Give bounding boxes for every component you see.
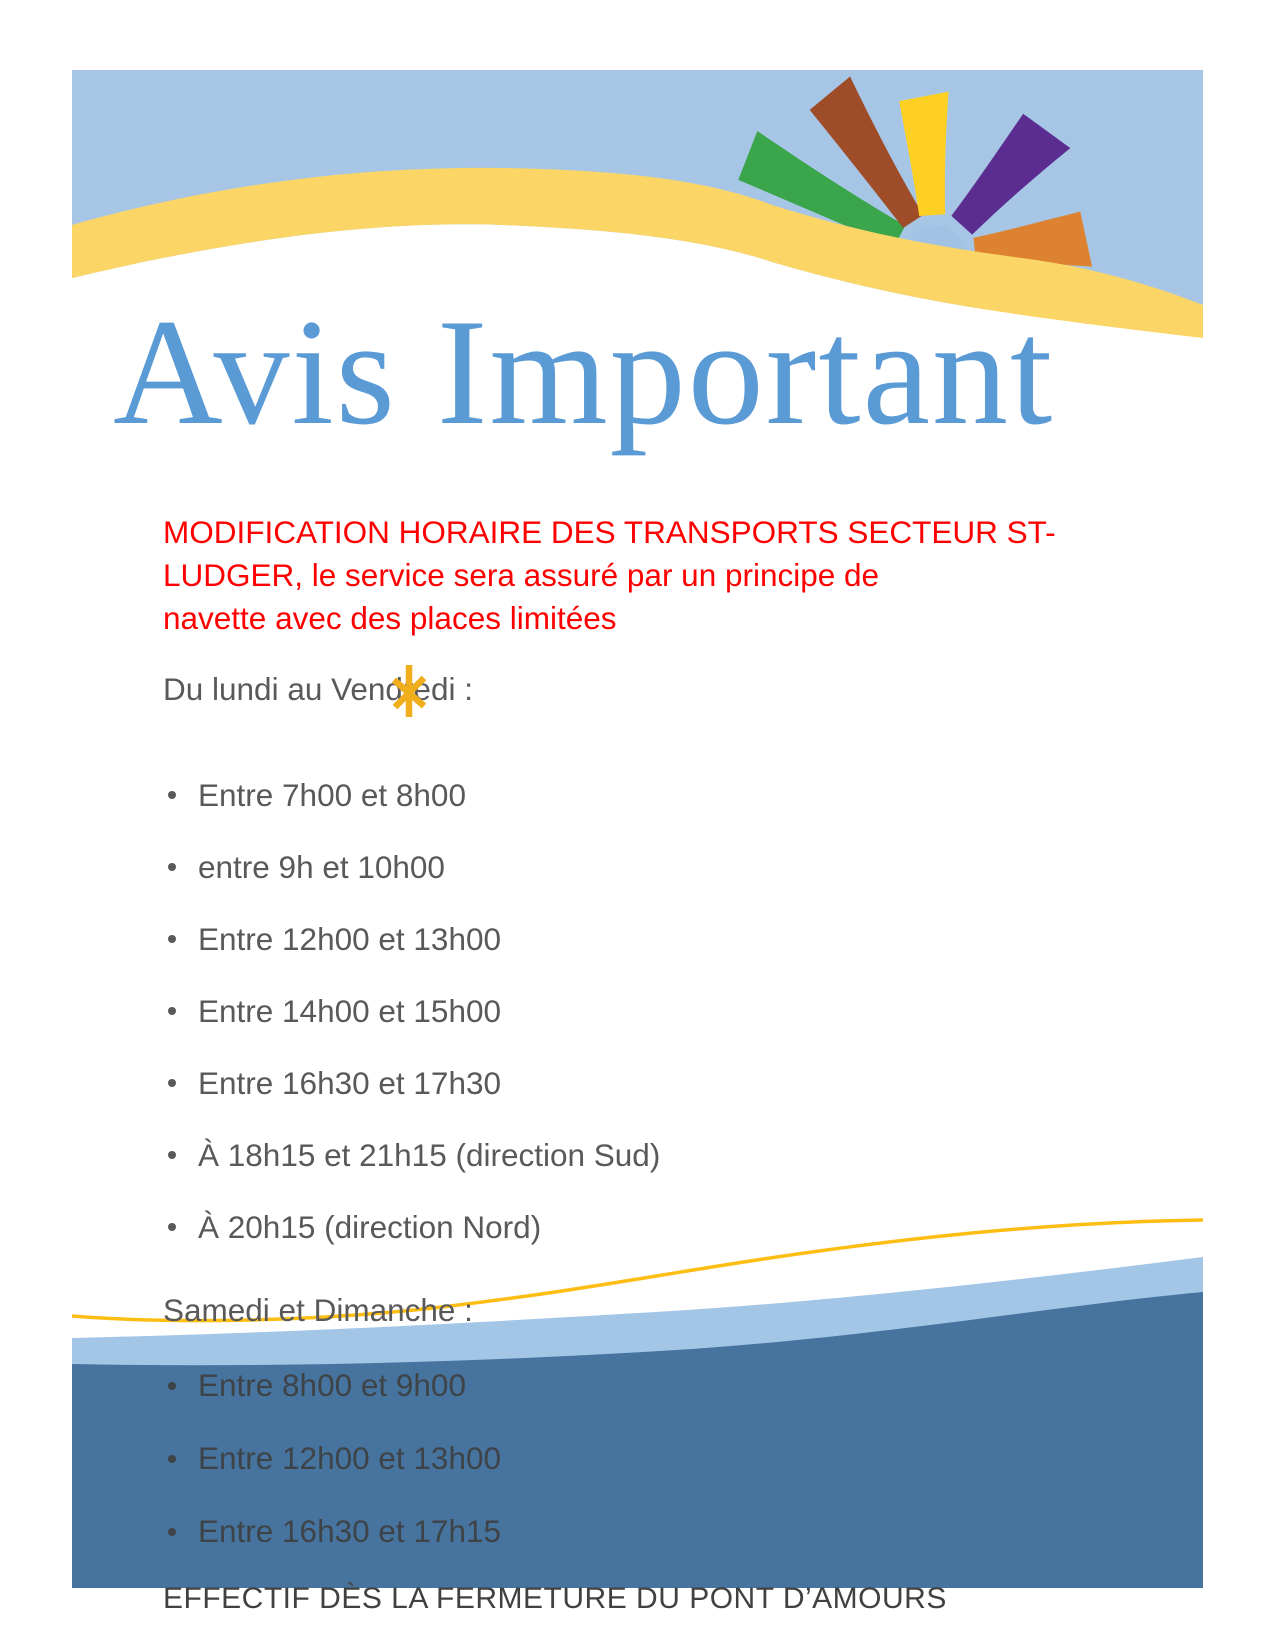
- list-item: [163, 1422, 501, 1495]
- bullet-text: À 18h15 et 21h15 (direction Sud): [198, 1136, 661, 1173]
- bullet-text: Entre 8h00 et 9h00: [198, 1367, 466, 1403]
- bullet-dot: [168, 1528, 176, 1536]
- bullet-dot: [168, 1455, 176, 1463]
- notice-line: navette avec des places limitées: [163, 600, 617, 636]
- bullet-dot: [168, 863, 176, 871]
- bullet-dot: [168, 1007, 176, 1015]
- bullet-text: Entre 14h00 et 15h00: [198, 992, 502, 1029]
- list-item: [163, 903, 660, 975]
- bullet-text: Entre 12h00 et 13h00: [198, 1440, 502, 1476]
- notice-line: LUDGER, le service sera assuré par un principe de: [163, 557, 880, 593]
- footer-note: EFFECTIF DÈS LA FERMETURE DU PONT D’AMOURS: [163, 1582, 947, 1615]
- weekend-list: [163, 1349, 501, 1568]
- notice-line: MODIFICATION HORAIRE DES TRANSPORTS SECTEUR ST-: [163, 514, 1056, 550]
- bullet-text: À 20h15 (direction Nord): [198, 1208, 542, 1245]
- bullet-dot: [168, 1079, 176, 1087]
- bullet-dot: [168, 791, 176, 799]
- notice-text: [163, 511, 1056, 640]
- list-item: [163, 759, 660, 831]
- list-item: [163, 1349, 501, 1422]
- bullet-text: Entre 7h00 et 8h00: [198, 776, 466, 813]
- list-item: [163, 831, 660, 903]
- bullet-text: Entre 16h30 et 17h15: [198, 1513, 502, 1549]
- list-item: [163, 1495, 501, 1568]
- amber-asterisk-mark-icon: [386, 662, 432, 720]
- bullet-dot: [168, 1382, 176, 1390]
- weekend-heading: Samedi et Dimanche :: [163, 1292, 473, 1328]
- page-title: Avis Important: [113, 288, 1055, 456]
- bullet-text: entre 9h et 10h00: [198, 848, 445, 885]
- bullet-dot: [168, 935, 176, 943]
- weekday-heading: Du lundi au Vendredi :: [163, 671, 473, 707]
- list-item: [163, 975, 660, 1047]
- bullet-text: Entre 12h00 et 13h00: [198, 920, 502, 957]
- list-item: [163, 1047, 660, 1119]
- bullet-text: Entre 16h30 et 17h30: [198, 1064, 502, 1101]
